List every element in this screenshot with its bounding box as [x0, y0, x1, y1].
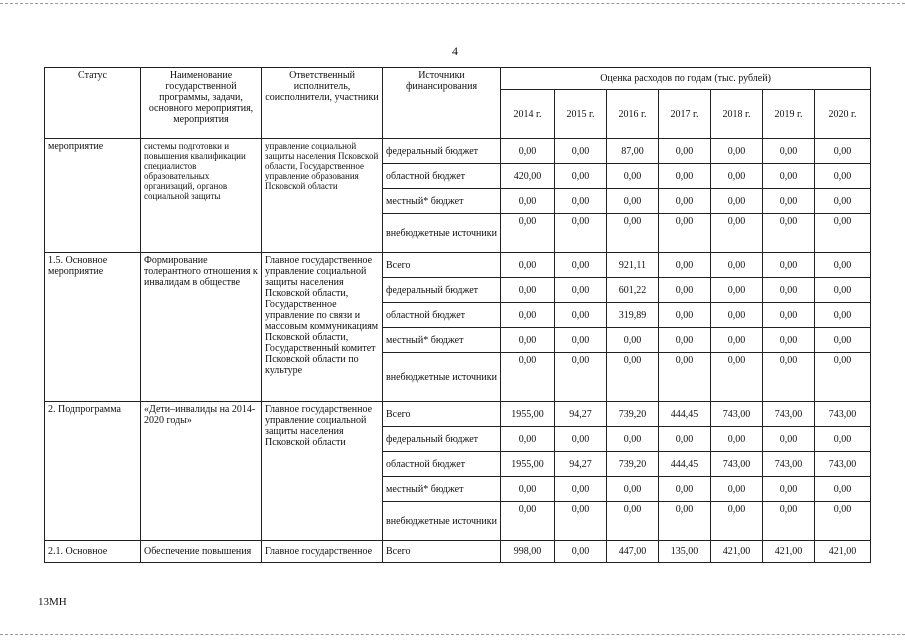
table-row	[45, 541, 871, 563]
cell-value: 0,00	[711, 427, 763, 452]
cell-value: 0,00	[711, 214, 763, 253]
cell-value: 0,00	[501, 427, 555, 452]
cell-value: 0,00	[501, 502, 555, 541]
cell-value: 998,00	[501, 541, 555, 563]
cell-value: 0,00	[763, 477, 815, 502]
cell-source: федеральный бюджет	[383, 427, 501, 452]
cell-value: 135,00	[659, 541, 711, 563]
cell-value: 739,20	[607, 402, 659, 427]
cell-value: 0,00	[763, 139, 815, 164]
cell-value: 0,00	[555, 427, 607, 452]
cell-value: 444,45	[659, 402, 711, 427]
cell-name: системы подготовки и повышения квалификации специалистов образовательных организаций, органов социальной защиты	[141, 139, 262, 253]
cell-source: Всего	[383, 253, 501, 278]
cell-value: 0,00	[711, 328, 763, 353]
cell-source: внебюджетные источники	[383, 502, 501, 541]
header-year: 2020 г.	[815, 90, 871, 139]
cell-value: 0,00	[501, 139, 555, 164]
cell-value: 0,00	[659, 139, 711, 164]
cell-value: 0,00	[607, 427, 659, 452]
cell-value: 743,00	[815, 452, 871, 477]
cell-value: 421,00	[815, 541, 871, 563]
cell-value: 0,00	[763, 189, 815, 214]
cell-responsible: Главное государственное	[262, 541, 383, 563]
cell-value: 0,00	[555, 303, 607, 328]
cell-value: 0,00	[763, 427, 815, 452]
cell-value: 319,89	[607, 303, 659, 328]
cell-value: 0,00	[555, 139, 607, 164]
cell-value: 421,00	[763, 541, 815, 563]
cell-value: 743,00	[711, 402, 763, 427]
header-estimate: Оценка расходов по годам (тыс. рублей)	[501, 68, 871, 90]
cell-name: Обеспечение повышения	[141, 541, 262, 563]
cell-source: внебюджетные источники	[383, 353, 501, 402]
header-year: 2019 г.	[763, 90, 815, 139]
cell-value: 94,27	[555, 402, 607, 427]
cell-value: 0,00	[815, 328, 871, 353]
cell-value: 0,00	[659, 164, 711, 189]
cell-value: 0,00	[659, 502, 711, 541]
cell-responsible: Главное государственное управление социальной защиты населения Псковской области, Государственное управление по связи и массовым коммуникациям Псковской области, Государственный комитет Псковской области по культуре	[262, 253, 383, 402]
cell-value: 0,00	[815, 139, 871, 164]
cell-value: 0,00	[659, 477, 711, 502]
cell-value: 0,00	[555, 328, 607, 353]
cell-value: 0,00	[555, 189, 607, 214]
cell-value: 1955,00	[501, 402, 555, 427]
cell-value: 0,00	[711, 353, 763, 402]
bottom-dashed-border	[0, 634, 905, 635]
header-year: 2018 г.	[711, 90, 763, 139]
cell-value: 0,00	[763, 353, 815, 402]
cell-source: местный* бюджет	[383, 477, 501, 502]
top-dashed-border	[0, 3, 905, 4]
cell-value: 0,00	[555, 278, 607, 303]
cell-value: 743,00	[711, 452, 763, 477]
cell-value: 0,00	[501, 353, 555, 402]
cell-value: 0,00	[711, 253, 763, 278]
cell-value: 0,00	[763, 303, 815, 328]
cell-value: 0,00	[763, 253, 815, 278]
cell-value: 0,00	[815, 353, 871, 402]
table-row	[45, 402, 871, 427]
cell-value: 0,00	[501, 214, 555, 253]
header-sources: Источники финансирования	[383, 68, 501, 139]
cell-name: «Дети–инвалиды на 2014-2020 годы»	[141, 402, 262, 541]
cell-value: 0,00	[711, 502, 763, 541]
table-row	[45, 253, 871, 278]
cell-value: 0,00	[659, 278, 711, 303]
cell-source: внебюджетные источники	[383, 214, 501, 253]
cell-value: 0,00	[763, 328, 815, 353]
header-year: 2015 г.	[555, 90, 607, 139]
cell-responsible: управление социальной защиты населения Псковской области, Государственное управление образования Псковской области	[262, 139, 383, 253]
cell-value: 0,00	[711, 139, 763, 164]
cell-value: 1955,00	[501, 452, 555, 477]
cell-source: областной бюджет	[383, 452, 501, 477]
cell-value: 0,00	[711, 164, 763, 189]
cell-value: 0,00	[555, 164, 607, 189]
cell-name: Формирование толерантного отношения к инвалидам в обществе	[141, 253, 262, 402]
cell-value: 0,00	[659, 328, 711, 353]
cell-value: 94,27	[555, 452, 607, 477]
cell-responsible: Главное государственное управление социальной защиты населения Псковской области	[262, 402, 383, 541]
cell-value: 739,20	[607, 452, 659, 477]
cell-value: 0,00	[501, 328, 555, 353]
cell-value: 0,00	[607, 502, 659, 541]
cell-value: 0,00	[815, 214, 871, 253]
cell-value: 420,00	[501, 164, 555, 189]
cell-value: 0,00	[501, 253, 555, 278]
cell-value: 0,00	[815, 427, 871, 452]
cell-value: 601,22	[607, 278, 659, 303]
cell-value: 0,00	[607, 189, 659, 214]
header-year: 2017 г.	[659, 90, 711, 139]
cell-source: федеральный бюджет	[383, 278, 501, 303]
cell-value: 0,00	[815, 303, 871, 328]
cell-value: 0,00	[815, 477, 871, 502]
cell-value: 0,00	[659, 189, 711, 214]
cell-value: 0,00	[815, 502, 871, 541]
cell-value: 0,00	[555, 214, 607, 253]
cell-value: 0,00	[501, 477, 555, 502]
cell-value: 0,00	[711, 477, 763, 502]
header-year: 2014 г.	[501, 90, 555, 139]
cell-value: 0,00	[763, 502, 815, 541]
cell-value: 0,00	[659, 353, 711, 402]
cell-value: 447,00	[607, 541, 659, 563]
cell-value: 0,00	[659, 214, 711, 253]
cell-value: 0,00	[815, 253, 871, 278]
cell-source: областной бюджет	[383, 164, 501, 189]
table-row	[45, 139, 871, 164]
cell-value: 0,00	[607, 328, 659, 353]
cell-status: 1.5. Основное мероприятие	[45, 253, 141, 402]
cell-value: 0,00	[607, 214, 659, 253]
cell-value: 0,00	[711, 303, 763, 328]
cell-value: 0,00	[555, 502, 607, 541]
cell-source: областной бюджет	[383, 303, 501, 328]
cell-value: 0,00	[607, 164, 659, 189]
cell-value: 0,00	[659, 253, 711, 278]
cell-value: 0,00	[501, 278, 555, 303]
cell-value: 444,45	[659, 452, 711, 477]
cell-source: местный* бюджет	[383, 328, 501, 353]
cell-value: 87,00	[607, 139, 659, 164]
header-status: Статус	[45, 68, 141, 139]
cell-value: 0,00	[711, 278, 763, 303]
cell-status: 2. Подпрограмма	[45, 402, 141, 541]
cell-value: 0,00	[555, 541, 607, 563]
cell-value: 0,00	[607, 353, 659, 402]
cell-value: 0,00	[815, 189, 871, 214]
cell-value: 0,00	[763, 214, 815, 253]
cell-source: Всего	[383, 402, 501, 427]
cell-value: 0,00	[555, 353, 607, 402]
cell-value: 0,00	[659, 427, 711, 452]
expenses-table	[44, 67, 871, 563]
cell-value: 0,00	[711, 189, 763, 214]
cell-value: 421,00	[711, 541, 763, 563]
cell-status: 2.1. Основное	[45, 541, 141, 563]
cell-value: 0,00	[555, 253, 607, 278]
cell-value: 0,00	[607, 477, 659, 502]
cell-value: 0,00	[763, 164, 815, 189]
cell-value: 921,11	[607, 253, 659, 278]
cell-value: 0,00	[555, 477, 607, 502]
cell-value: 743,00	[815, 402, 871, 427]
header-responsible: Ответственный исполнитель, соисполнители, участники	[262, 68, 383, 139]
cell-source: Всего	[383, 541, 501, 563]
cell-status: мероприятие	[45, 139, 141, 253]
cell-value: 0,00	[815, 278, 871, 303]
cell-value: 0,00	[815, 164, 871, 189]
page-number: 4	[452, 44, 458, 58]
cell-value: 0,00	[763, 278, 815, 303]
footer-code: 13МН	[38, 596, 67, 608]
cell-value: 743,00	[763, 402, 815, 427]
cell-source: федеральный бюджет	[383, 139, 501, 164]
cell-value: 0,00	[501, 303, 555, 328]
cell-value: 0,00	[501, 189, 555, 214]
cell-value: 743,00	[763, 452, 815, 477]
header-name: Наименование государственной программы, задачи, основного мероприятия, мероприятия	[141, 68, 262, 139]
cell-source: местный* бюджет	[383, 189, 501, 214]
header-year: 2016 г.	[607, 90, 659, 139]
cell-value: 0,00	[659, 303, 711, 328]
